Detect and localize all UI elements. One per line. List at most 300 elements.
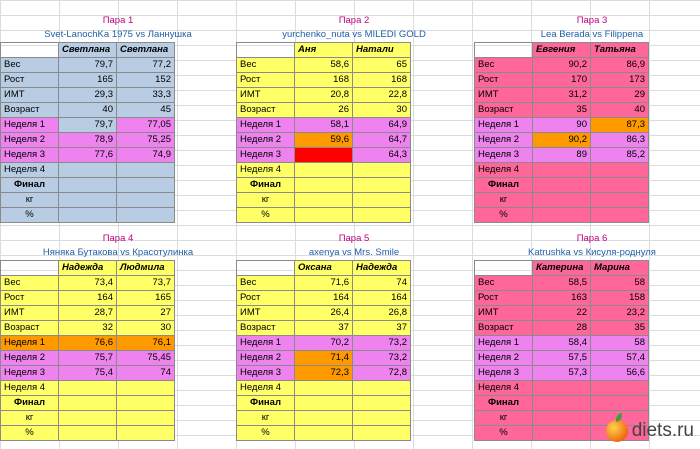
row-label[interactable]: Рост xyxy=(237,73,295,88)
value-cell[interactable] xyxy=(533,208,591,223)
participant-name[interactable]: Катерина xyxy=(533,261,591,276)
names-row xyxy=(1,43,175,58)
final-label[interactable]: Финал xyxy=(475,396,533,411)
row-label[interactable]: Неделя 3 xyxy=(475,366,533,381)
value-cell[interactable]: 57,4 xyxy=(591,351,649,366)
percent-label[interactable]: % xyxy=(475,426,533,441)
pair-table xyxy=(474,42,649,223)
kg-label[interactable]: кг xyxy=(1,411,59,426)
value-cell[interactable]: 35 xyxy=(533,103,591,118)
value-cell[interactable]: 90,2 xyxy=(533,58,591,73)
table-row xyxy=(237,381,411,396)
value-cell[interactable]: 28 xyxy=(533,321,591,336)
value-cell[interactable] xyxy=(533,193,591,208)
footer-row xyxy=(237,411,411,426)
value-cell[interactable]: 31,2 xyxy=(533,88,591,103)
value-cell[interactable]: 75,7 xyxy=(59,351,117,366)
value-cell[interactable]: 72,8 xyxy=(353,366,411,381)
table-row xyxy=(1,276,175,291)
value-cell[interactable] xyxy=(533,163,591,178)
value-cell[interactable] xyxy=(117,193,175,208)
participant-name[interactable]: Татьяна xyxy=(591,43,649,58)
row-label[interactable]: Вес xyxy=(237,58,295,73)
participant-name[interactable]: Аня xyxy=(295,43,353,58)
table-row xyxy=(475,276,649,291)
footer-row xyxy=(475,396,649,411)
value-cell[interactable]: 76,1 xyxy=(117,336,175,351)
value-cell[interactable]: 163 xyxy=(533,291,591,306)
value-cell[interactable]: 152 xyxy=(117,73,175,88)
table-row xyxy=(237,306,411,321)
value-cell[interactable] xyxy=(353,411,411,426)
value-cell[interactable]: 168 xyxy=(295,73,353,88)
value-cell[interactable]: 58,6 xyxy=(295,58,353,73)
final-label[interactable]: Финал xyxy=(1,396,59,411)
value-cell[interactable]: 22 xyxy=(533,306,591,321)
value-cell[interactable] xyxy=(533,178,591,193)
value-cell[interactable]: 71,6 xyxy=(295,276,353,291)
footer-row xyxy=(1,193,175,208)
table-row xyxy=(237,88,411,103)
value-cell[interactable]: 58 xyxy=(591,336,649,351)
pair-table xyxy=(236,260,411,441)
table-row xyxy=(475,88,649,103)
value-cell[interactable] xyxy=(117,411,175,426)
kg-label[interactable]: кг xyxy=(237,193,295,208)
row-label[interactable]: Неделя 1 xyxy=(237,336,295,351)
participant-name[interactable]: Людмила xyxy=(117,261,175,276)
value-cell[interactable]: 79,7 xyxy=(59,58,117,73)
footer-row xyxy=(237,178,411,193)
pair-title: Пара 2 xyxy=(338,15,370,26)
row-label[interactable]: Вес xyxy=(237,276,295,291)
value-cell[interactable]: 85,2 xyxy=(591,148,649,163)
row-label[interactable]: Неделя 3 xyxy=(1,148,59,163)
table-row xyxy=(1,291,175,306)
percent-label[interactable]: % xyxy=(237,208,295,223)
row-label[interactable]: Рост xyxy=(1,291,59,306)
row-label[interactable]: Возраст xyxy=(475,321,533,336)
final-label[interactable]: Финал xyxy=(1,178,59,193)
value-cell[interactable]: 76,6 xyxy=(59,336,117,351)
row-label[interactable]: Неделя 3 xyxy=(237,148,295,163)
value-cell[interactable]: 164 xyxy=(295,291,353,306)
value-cell[interactable]: 58,1 xyxy=(295,118,353,133)
value-cell[interactable]: 75,25 xyxy=(117,133,175,148)
row-label[interactable]: Неделя 1 xyxy=(1,336,59,351)
footer-row xyxy=(237,426,411,441)
footer-row xyxy=(475,178,649,193)
value-cell[interactable]: 28,7 xyxy=(59,306,117,321)
pair-block xyxy=(474,14,700,223)
row-label[interactable]: Неделя 2 xyxy=(237,351,295,366)
value-cell[interactable]: 65 xyxy=(353,58,411,73)
row-label[interactable]: Неделя 1 xyxy=(475,336,533,351)
table-row xyxy=(237,148,411,163)
participant-name[interactable]: Оксана xyxy=(295,261,353,276)
pair-title: Пара 4 xyxy=(102,233,134,244)
value-cell[interactable] xyxy=(533,381,591,396)
value-cell[interactable] xyxy=(59,381,117,396)
row-label[interactable]: Возраст xyxy=(1,103,59,118)
footer-row xyxy=(237,208,411,223)
value-cell[interactable]: 77,6 xyxy=(59,148,117,163)
value-cell[interactable]: 58,5 xyxy=(533,276,591,291)
final-label[interactable]: Финал xyxy=(237,396,295,411)
value-cell[interactable]: 89 xyxy=(533,148,591,163)
pair-title: Пара 1 xyxy=(102,15,134,26)
row-label[interactable]: Неделя 2 xyxy=(475,133,533,148)
pair-subtitle: Katrushka vs Кисуля-роднуля xyxy=(528,247,656,258)
value-cell[interactable]: 37 xyxy=(353,321,411,336)
names-row xyxy=(475,261,649,276)
pair-table xyxy=(0,260,175,441)
footer-row xyxy=(237,193,411,208)
pair-title: Пара 5 xyxy=(338,233,370,244)
table-row xyxy=(1,306,175,321)
value-cell[interactable] xyxy=(353,208,411,223)
row-label[interactable]: Рост xyxy=(475,291,533,306)
value-cell[interactable] xyxy=(591,178,649,193)
table-row xyxy=(237,321,411,336)
row-label[interactable]: Неделя 1 xyxy=(475,118,533,133)
value-cell[interactable]: 23,2 xyxy=(591,306,649,321)
value-cell[interactable]: 35 xyxy=(591,321,649,336)
table-row xyxy=(475,351,649,366)
value-cell[interactable]: 87,3 xyxy=(591,118,649,133)
value-cell[interactable]: 57,5 xyxy=(533,351,591,366)
pair-subtitle: Lea Berada vs Filippena xyxy=(540,29,644,40)
row-label[interactable]: Неделя 1 xyxy=(237,118,295,133)
kg-label[interactable]: кг xyxy=(475,193,533,208)
value-cell[interactable] xyxy=(59,193,117,208)
value-cell[interactable] xyxy=(353,381,411,396)
pair-subtitle: Няняка Бутакова vs Красотулинка xyxy=(42,247,194,258)
row-label[interactable]: Неделя 4 xyxy=(475,381,533,396)
row-label[interactable]: ИМТ xyxy=(1,88,59,103)
pair-table xyxy=(236,42,411,223)
value-cell[interactable]: 20,8 xyxy=(295,88,353,103)
value-cell[interactable]: 30 xyxy=(117,321,175,336)
value-cell[interactable]: 29,3 xyxy=(59,88,117,103)
row-label[interactable]: ИМТ xyxy=(475,88,533,103)
pair-table xyxy=(474,260,649,441)
value-cell[interactable] xyxy=(353,396,411,411)
row-label[interactable]: Возраст xyxy=(475,103,533,118)
row-label[interactable]: Вес xyxy=(1,58,59,73)
value-cell[interactable] xyxy=(533,426,591,441)
value-cell[interactable]: 40 xyxy=(59,103,117,118)
kg-label[interactable]: кг xyxy=(1,193,59,208)
pair-title: Пара 6 xyxy=(576,233,608,244)
footer-row xyxy=(1,208,175,223)
names-row xyxy=(237,261,411,276)
row-label[interactable]: ИМТ xyxy=(1,306,59,321)
value-cell[interactable]: 165 xyxy=(117,291,175,306)
participant-name[interactable]: Евгения xyxy=(533,43,591,58)
value-cell[interactable] xyxy=(353,178,411,193)
value-cell[interactable] xyxy=(353,426,411,441)
value-cell[interactable] xyxy=(117,208,175,223)
value-cell[interactable]: 90 xyxy=(533,118,591,133)
percent-label[interactable]: % xyxy=(237,426,295,441)
value-cell[interactable]: 71,4 xyxy=(295,351,353,366)
participant-name[interactable]: Надежда xyxy=(59,261,117,276)
participant-name[interactable]: Натали xyxy=(353,43,411,58)
pair-title: Пара 3 xyxy=(576,15,608,26)
pair-table xyxy=(0,42,175,223)
watermark-text: diets.ru xyxy=(631,420,694,441)
value-cell[interactable]: 22,8 xyxy=(353,88,411,103)
row-label[interactable]: ИМТ xyxy=(237,88,295,103)
value-cell[interactable]: 70,2 xyxy=(295,336,353,351)
names-row xyxy=(1,261,175,276)
percent-label[interactable]: % xyxy=(1,426,59,441)
value-cell[interactable] xyxy=(295,396,353,411)
table-row xyxy=(475,103,649,118)
value-cell[interactable]: 56,6 xyxy=(591,366,649,381)
value-cell[interactable]: 73,2 xyxy=(353,351,411,366)
value-cell[interactable] xyxy=(59,396,117,411)
value-cell[interactable]: 164 xyxy=(353,291,411,306)
value-cell[interactable] xyxy=(591,193,649,208)
value-cell[interactable]: 64,7 xyxy=(353,133,411,148)
value-cell[interactable] xyxy=(59,178,117,193)
footer-row xyxy=(475,208,649,223)
table-row xyxy=(475,118,649,133)
row-label[interactable]: Рост xyxy=(1,73,59,88)
final-label[interactable]: Финал xyxy=(237,178,295,193)
value-cell[interactable] xyxy=(59,411,117,426)
value-cell[interactable]: 77,05 xyxy=(117,118,175,133)
row-label[interactable]: Рост xyxy=(237,291,295,306)
table-row xyxy=(237,163,411,178)
pair-subtitle: Svet-LanochKa 1975 vs Ланнушка xyxy=(44,29,192,40)
value-cell[interactable]: 90,2 xyxy=(533,133,591,148)
participant-name[interactable]: Светлана xyxy=(117,43,175,58)
pair-block xyxy=(0,232,236,441)
table-row xyxy=(237,118,411,133)
corner-cell[interactable] xyxy=(1,261,59,276)
row-label[interactable]: Неделя 2 xyxy=(1,351,59,366)
value-cell[interactable] xyxy=(295,411,353,426)
row-label[interactable]: Вес xyxy=(1,276,59,291)
names-row xyxy=(237,43,411,58)
value-cell[interactable]: 30 xyxy=(353,103,411,118)
table-row xyxy=(1,73,175,88)
value-cell[interactable] xyxy=(117,163,175,178)
value-cell[interactable]: 45 xyxy=(117,103,175,118)
participant-name[interactable]: Светлана xyxy=(59,43,117,58)
value-cell[interactable]: 73,7 xyxy=(117,276,175,291)
table-row xyxy=(475,133,649,148)
table-row xyxy=(237,276,411,291)
footer-row xyxy=(1,396,175,411)
value-cell[interactable] xyxy=(117,381,175,396)
value-cell[interactable] xyxy=(59,163,117,178)
percent-label[interactable]: % xyxy=(1,208,59,223)
percent-label[interactable]: % xyxy=(475,208,533,223)
corner-cell[interactable] xyxy=(237,43,295,58)
value-cell[interactable]: 170 xyxy=(533,73,591,88)
table-row xyxy=(1,381,175,396)
value-cell[interactable] xyxy=(353,163,411,178)
value-cell[interactable] xyxy=(295,208,353,223)
participant-name[interactable]: Марина xyxy=(591,261,649,276)
peach-icon xyxy=(606,420,628,442)
participant-name[interactable]: Надежда xyxy=(353,261,411,276)
row-label[interactable]: Неделя 1 xyxy=(1,118,59,133)
pair-block xyxy=(0,14,236,223)
table-row xyxy=(475,306,649,321)
value-cell[interactable]: 58,4 xyxy=(533,336,591,351)
table-row xyxy=(237,366,411,381)
value-cell[interactable] xyxy=(295,426,353,441)
value-cell[interactable]: 74 xyxy=(117,366,175,381)
table-row xyxy=(1,366,175,381)
value-cell[interactable]: 57,3 xyxy=(533,366,591,381)
value-cell[interactable]: 73,2 xyxy=(353,336,411,351)
pair-block xyxy=(236,232,472,441)
table-row xyxy=(1,321,175,336)
table-row xyxy=(237,73,411,88)
row-label[interactable]: ИМТ xyxy=(475,306,533,321)
value-cell[interactable]: 26,8 xyxy=(353,306,411,321)
table-row xyxy=(475,148,649,163)
value-cell[interactable]: 77,2 xyxy=(117,58,175,73)
row-label[interactable]: Вес xyxy=(475,58,533,73)
value-cell[interactable]: 78,9 xyxy=(59,133,117,148)
table-row xyxy=(1,163,175,178)
value-cell[interactable]: 26 xyxy=(295,103,353,118)
value-cell[interactable]: 86,3 xyxy=(591,133,649,148)
value-cell[interactable] xyxy=(117,426,175,441)
value-cell[interactable]: 32 xyxy=(59,321,117,336)
row-label[interactable]: Возраст xyxy=(237,321,295,336)
row-label[interactable]: Возраст xyxy=(237,103,295,118)
value-cell[interactable] xyxy=(591,163,649,178)
table-row xyxy=(1,118,175,133)
value-cell[interactable]: 74,9 xyxy=(117,148,175,163)
kg-label[interactable]: кг xyxy=(475,411,533,426)
table-row xyxy=(475,321,649,336)
value-cell[interactable] xyxy=(533,396,591,411)
value-cell[interactable]: 37 xyxy=(295,321,353,336)
value-cell[interactable]: 64,3 xyxy=(353,148,411,163)
row-label[interactable]: Неделя 3 xyxy=(1,366,59,381)
value-cell[interactable]: 58 xyxy=(591,276,649,291)
table-row xyxy=(475,381,649,396)
value-cell[interactable]: 86,9 xyxy=(591,58,649,73)
footer-row xyxy=(1,411,175,426)
row-label[interactable]: ИМТ xyxy=(237,306,295,321)
value-cell[interactable]: 164 xyxy=(59,291,117,306)
row-label[interactable]: Неделя 2 xyxy=(237,133,295,148)
value-cell[interactable] xyxy=(59,426,117,441)
row-label[interactable]: Вес xyxy=(475,276,533,291)
table-row xyxy=(237,291,411,306)
value-cell[interactable]: 33,3 xyxy=(117,88,175,103)
footer-row xyxy=(237,396,411,411)
value-cell[interactable]: 73,4 xyxy=(59,276,117,291)
value-cell[interactable] xyxy=(295,148,353,163)
corner-cell[interactable] xyxy=(1,43,59,58)
row-label[interactable]: Неделя 3 xyxy=(237,366,295,381)
table-row xyxy=(475,73,649,88)
row-label[interactable]: Неделя 4 xyxy=(475,163,533,178)
table-row xyxy=(475,336,649,351)
footer-row xyxy=(475,193,649,208)
value-cell[interactable] xyxy=(117,178,175,193)
value-cell[interactable]: 168 xyxy=(353,73,411,88)
table-row xyxy=(1,148,175,163)
table-row xyxy=(475,366,649,381)
value-cell[interactable]: 173 xyxy=(591,73,649,88)
pair-block xyxy=(236,14,472,223)
corner-cell[interactable] xyxy=(237,261,295,276)
table-row xyxy=(237,103,411,118)
value-cell[interactable] xyxy=(117,396,175,411)
value-cell[interactable] xyxy=(353,193,411,208)
corner-cell[interactable] xyxy=(475,43,533,58)
value-cell[interactable] xyxy=(591,208,649,223)
table-row xyxy=(237,351,411,366)
table-row xyxy=(237,336,411,351)
row-label[interactable]: Неделя 3 xyxy=(475,148,533,163)
value-cell[interactable]: 27 xyxy=(117,306,175,321)
value-cell[interactable] xyxy=(591,396,649,411)
value-cell[interactable]: 75,4 xyxy=(59,366,117,381)
value-cell[interactable]: 26,4 xyxy=(295,306,353,321)
kg-label[interactable]: кг xyxy=(237,411,295,426)
table-row xyxy=(1,133,175,148)
value-cell[interactable]: 165 xyxy=(59,73,117,88)
final-label[interactable]: Финал xyxy=(475,178,533,193)
value-cell[interactable]: 72,3 xyxy=(295,366,353,381)
table-row xyxy=(475,163,649,178)
row-label[interactable]: Возраст xyxy=(1,321,59,336)
row-label[interactable]: Рост xyxy=(475,73,533,88)
row-label[interactable]: Неделя 2 xyxy=(1,133,59,148)
value-cell[interactable] xyxy=(591,381,649,396)
value-cell[interactable] xyxy=(295,381,353,396)
table-row xyxy=(237,58,411,73)
value-cell[interactable] xyxy=(533,411,591,426)
value-cell[interactable] xyxy=(295,178,353,193)
value-cell[interactable]: 64,9 xyxy=(353,118,411,133)
value-cell[interactable] xyxy=(295,193,353,208)
value-cell[interactable]: 158 xyxy=(591,291,649,306)
value-cell[interactable]: 59,6 xyxy=(295,133,353,148)
row-label[interactable]: Неделя 4 xyxy=(237,163,295,178)
value-cell[interactable]: 40 xyxy=(591,103,649,118)
table-row xyxy=(1,58,175,73)
value-cell[interactable]: 75,45 xyxy=(117,351,175,366)
table-row xyxy=(1,103,175,118)
row-label[interactable]: Неделя 4 xyxy=(1,381,59,396)
value-cell[interactable] xyxy=(295,163,353,178)
row-label[interactable]: Неделя 4 xyxy=(1,163,59,178)
watermark xyxy=(606,417,694,445)
table-row xyxy=(1,88,175,103)
value-cell[interactable]: 74 xyxy=(353,276,411,291)
value-cell[interactable] xyxy=(59,208,117,223)
row-label[interactable]: Неделя 4 xyxy=(237,381,295,396)
corner-cell[interactable] xyxy=(475,261,533,276)
value-cell[interactable]: 29 xyxy=(591,88,649,103)
value-cell[interactable]: 79,7 xyxy=(59,118,117,133)
row-label[interactable]: Неделя 2 xyxy=(475,351,533,366)
